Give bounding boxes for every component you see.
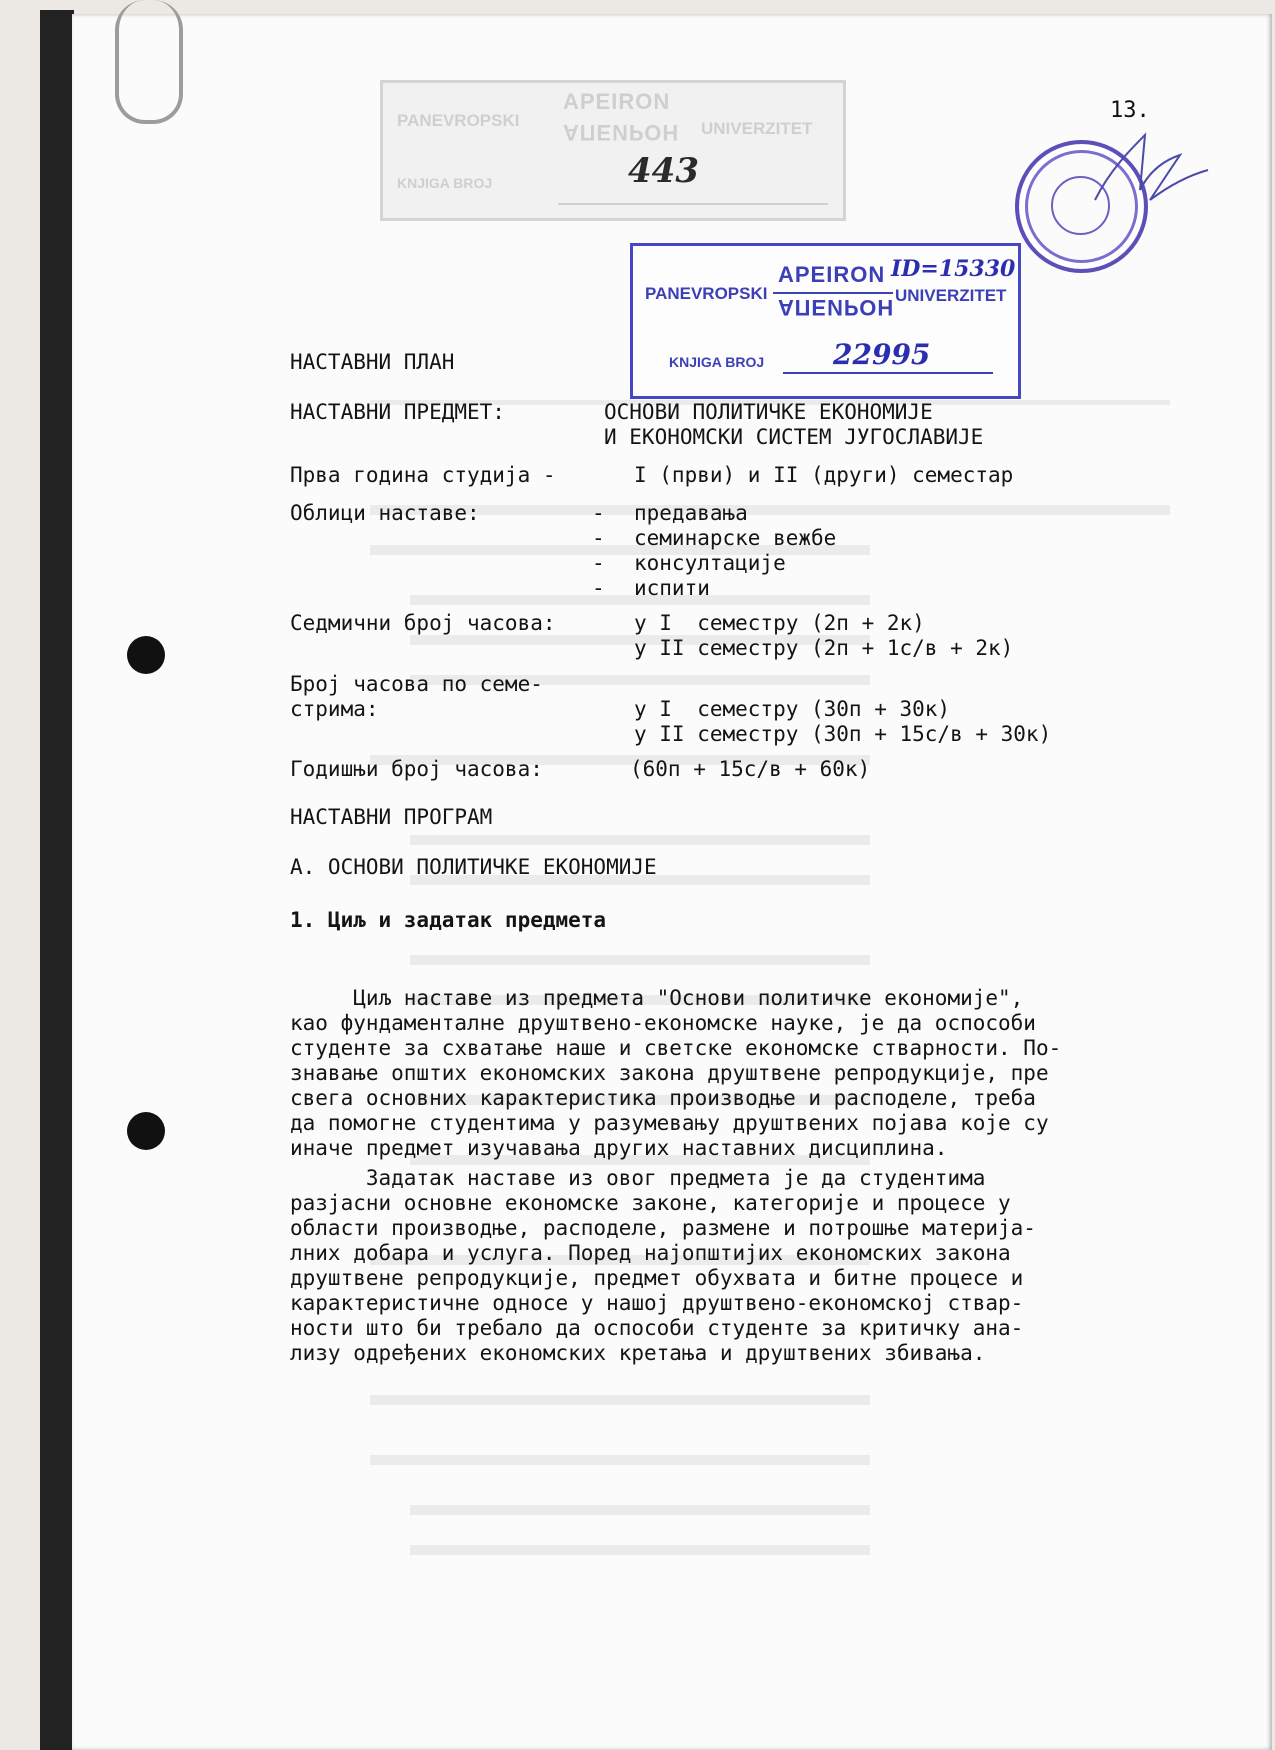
library-stamp-new [630, 243, 1021, 399]
stamp-new-book-label: KNJIGA BROJ [669, 354, 765, 370]
stamp-old-handwritten-number: 443 [628, 151, 699, 191]
stamp-new-brand-top: APEIRON [778, 262, 886, 287]
semester-label: Број часова по семе- [290, 672, 543, 696]
stamp-old-underline [558, 203, 828, 205]
form-item: семинарске вежбе [634, 526, 837, 550]
paper-clip [115, 0, 183, 124]
form-item: консултације [634, 551, 786, 575]
paragraph-1-line: Циљ наставе из предмета "Основи политичке економије", [290, 986, 1024, 1010]
stamp-old-left-text: PANEVROPSKI [397, 111, 520, 130]
paragraph-2-line: разјасни основне економске законе, категорије и процесе у [290, 1191, 1011, 1215]
stamp-new-right-text: UNIVERZITET [895, 286, 1007, 305]
paragraph-1-line: иначе предмет изучавања других наставних дисциплина. [290, 1136, 948, 1160]
paragraph-1-line: да помогне студентима у разумевању друштвених појава које су [290, 1111, 1049, 1135]
section-a-heading: А. ОСНОВИ ПОЛИТИЧКЕ ЕКОНОМИЈЕ [290, 855, 657, 879]
forms-label: Облици наставе: [290, 501, 480, 525]
stamp-old-right-text: UNIVERZITET [701, 119, 813, 138]
list-bullet: - [592, 576, 605, 600]
subject-line-1: ОСНОВИ ПОЛИТИЧКЕ ЕКОНОМИЈЕ [604, 400, 933, 424]
paragraph-2-line: области производње, расподеле, размене и потрошње материја- [290, 1216, 1036, 1240]
page-number: 13. [1110, 98, 1150, 123]
semester-value: у I семестру (30п + 30к) [634, 697, 951, 721]
stamp-new-brand-bottom: АПЕИРОН [778, 295, 895, 320]
annual-label: Годишњи број часова: [290, 757, 543, 781]
punch-hole-top [127, 636, 165, 674]
list-bullet: - [592, 551, 605, 575]
subsection-heading: 1. Циљ и задатак предмета [290, 908, 607, 932]
signature-icon [1090, 130, 1210, 220]
stamp-new-handwritten-id: ID=15330 [891, 256, 1016, 282]
weekly-value: у II семестру (2п + 1с/в + 2к) [634, 636, 1014, 660]
stamp-new-handwritten-number: 22995 [833, 338, 931, 371]
paragraph-2-line: ности што би требало да оспособи студенте за критичку ана- [290, 1316, 1024, 1340]
stamp-new-left-text: PANEVROPSKI [645, 284, 768, 303]
paragraph-1-line: свега основних карактеристика производње и расподеле, треба [290, 1086, 1036, 1110]
paragraph-1-line: знавање општих економских закона друштвене репродукције, пре [290, 1061, 1049, 1085]
annual-value: (60п + 15с/в + 60к) [630, 757, 871, 781]
semester-value: у II семестру (30п + 15с/в + 30к) [634, 722, 1052, 746]
punch-hole-bottom [127, 1112, 165, 1150]
paragraph-2-line: лних добара и услуга. Поред најопштијих економских закона [290, 1241, 1011, 1265]
form-item: предавања [634, 501, 748, 525]
paragraph-2-line: карактеристичне односе у нашој друштвено-економској ствар- [290, 1291, 1024, 1315]
plan-title: НАСТАВНИ ПЛАН [290, 350, 455, 374]
weekly-value: у I семестру (2п + 2к) [634, 611, 925, 635]
paragraph-1-line: студенте за схватање наше и светске економске стварности. По- [290, 1036, 1062, 1060]
binder-spine [40, 10, 74, 1750]
stamp-old-brand-bottom: АПЕИРОН [563, 120, 680, 145]
paragraph-1-line: као фундаменталне друштвено-економске науке, је да оспособи [290, 1011, 1036, 1035]
semester-label: стрима: [290, 697, 379, 721]
list-bullet: - [592, 526, 605, 550]
paragraph-2-line: друштвене репродукције, предмет обухвата и битне процесе и [290, 1266, 1024, 1290]
stamp-old-book-label: KNJIGA BROJ [397, 175, 493, 191]
year-value: I (први) и II (други) семестар [634, 463, 1014, 487]
list-bullet: - [592, 501, 605, 525]
subject-label: НАСТАВНИ ПРЕДМЕТ: [290, 400, 505, 424]
program-title: НАСТАВНИ ПРОГРАМ [290, 805, 493, 829]
year-label: Прва година студија - [290, 463, 556, 487]
stamp-old-brand-top: APEIRON [563, 89, 671, 114]
subject-line-2: И ЕКОНОМСКИ СИСТЕМ ЈУГОСЛАВИЈЕ [604, 425, 984, 449]
library-stamp-old [380, 80, 846, 221]
paragraph-2-line: Задатак наставе из овог предмета је да студентима [290, 1166, 986, 1190]
stamp-new-underline [783, 372, 993, 374]
paragraph-2-line: лизу одређених економских кретања и друштвених збивања. [290, 1341, 986, 1365]
form-item: испити [634, 576, 710, 600]
weekly-label: Седмични број часова: [290, 611, 556, 635]
